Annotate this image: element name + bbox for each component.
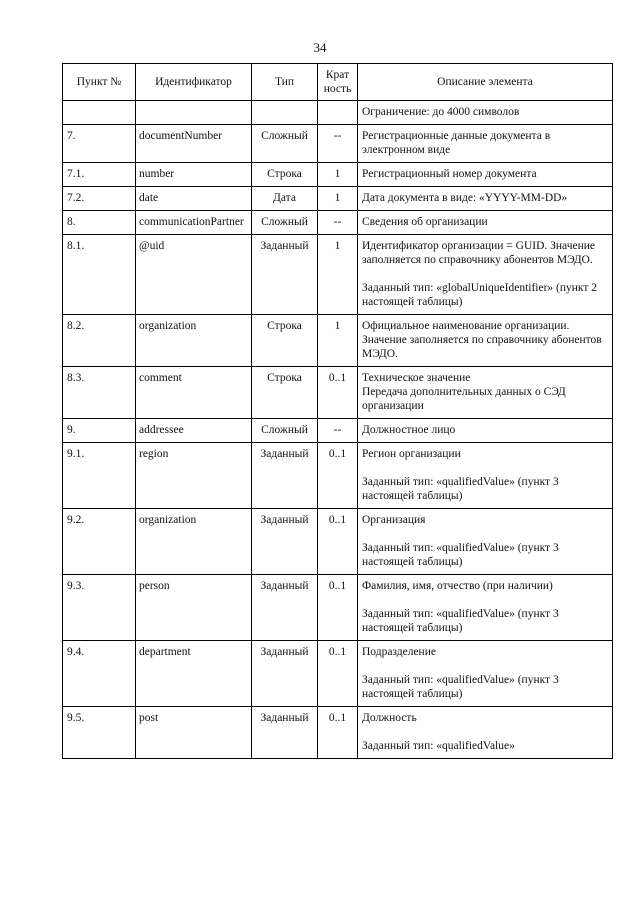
- header-num: Пункт №: [63, 64, 136, 101]
- cell-desc: Ограничение: до 4000 символов: [358, 101, 613, 125]
- desc-line: [362, 593, 608, 607]
- cell-id: number: [136, 163, 252, 187]
- cell-id: @uid: [136, 235, 252, 315]
- desc-line: [362, 461, 608, 475]
- cell-card: 1: [318, 315, 358, 367]
- cell-type: Дата: [252, 187, 318, 211]
- desc-line: [362, 267, 608, 281]
- desc-line: Техническое значение: [362, 372, 471, 384]
- cell-card: --: [318, 211, 358, 235]
- table-row: [63, 575, 613, 641]
- cell-card: 0..1: [318, 509, 358, 575]
- cell-card: 0..1: [318, 367, 358, 419]
- page-number: 34: [313, 40, 327, 55]
- cell-type: Заданный: [252, 707, 318, 759]
- table-row: [63, 211, 613, 235]
- desc-line: Сведения об организации: [362, 216, 488, 228]
- cell-num: 9.2.: [63, 509, 136, 575]
- desc-line: Заданный тип: «qualifiedValue» (пункт 3 настоящей таблицы): [362, 476, 559, 502]
- cell-num: 7.1.: [63, 163, 136, 187]
- table-row-limit: [63, 101, 613, 125]
- desc-line: Заданный тип: «qualifiedValue» (пункт 3 настоящей таблицы): [362, 542, 559, 568]
- cell-id: communicationPartner: [136, 211, 252, 235]
- cell-id: organization: [136, 509, 252, 575]
- cell-num: 9.4.: [63, 641, 136, 707]
- cell-card: 1: [318, 187, 358, 211]
- desc-line: Заданный тип: «globalUniqueIdentifier» (пункт 2 настоящей таблицы): [362, 282, 598, 308]
- cell-card: 1: [318, 235, 358, 315]
- cell-num: 8.3.: [63, 367, 136, 419]
- cell-id: documentNumber: [136, 125, 252, 163]
- cell-num: 9.3.: [63, 575, 136, 641]
- cell-card: --: [318, 419, 358, 443]
- cell-type: Заданный: [252, 575, 318, 641]
- cell-desc: [358, 641, 613, 707]
- desc-line: Регистрационный номер документа: [362, 168, 537, 180]
- cell-desc: [358, 315, 613, 367]
- cell-id: region: [136, 443, 252, 509]
- cell-desc: [358, 187, 613, 211]
- header-card: Крат ность: [318, 64, 358, 101]
- desc-line: Должностное лицо: [362, 424, 456, 436]
- cell-num: [63, 101, 136, 125]
- table-row: [63, 315, 613, 367]
- cell-type: Сложный: [252, 211, 318, 235]
- desc-line: Заданный тип: «qualifiedValue» (пункт 3 настоящей таблицы): [362, 608, 559, 634]
- desc-line: Регион организации: [362, 448, 461, 460]
- table-row: [63, 707, 613, 759]
- cell-id: department: [136, 641, 252, 707]
- cell-num: 7.: [63, 125, 136, 163]
- desc-line: Дата документа в виде: «YYYY-MM-DD»: [362, 192, 568, 204]
- desc-line: [362, 725, 608, 739]
- table-row: [63, 419, 613, 443]
- cell-type: Заданный: [252, 443, 318, 509]
- desc-line: Должность: [362, 712, 417, 724]
- cell-card: [318, 101, 358, 125]
- cell-type: Строка: [252, 367, 318, 419]
- desc-line: [362, 527, 608, 541]
- cell-num: 9.1.: [63, 443, 136, 509]
- table-row: [63, 367, 613, 419]
- header-type: Тип: [252, 64, 318, 101]
- cell-desc: [358, 443, 613, 509]
- desc-line: Организация: [362, 514, 426, 526]
- cell-id: addressee: [136, 419, 252, 443]
- table-header-row: [63, 64, 613, 101]
- desc-line: Фамилия, имя, отчество (при наличии): [362, 580, 553, 592]
- cell-type: Строка: [252, 163, 318, 187]
- desc-line: Идентификатор организации = GUID. Значение заполняется по справочнику абонентов МЭДО.: [362, 240, 595, 266]
- cell-id: organization: [136, 315, 252, 367]
- cell-type: Заданный: [252, 509, 318, 575]
- table-row: [63, 509, 613, 575]
- desc-line: Передача дополнительных данных о СЭД организации: [362, 386, 566, 412]
- cell-id: post: [136, 707, 252, 759]
- cell-num: 9.: [63, 419, 136, 443]
- cell-desc: [358, 575, 613, 641]
- cell-type: Сложный: [252, 419, 318, 443]
- cell-type: Заданный: [252, 641, 318, 707]
- cell-num: 8.1.: [63, 235, 136, 315]
- cell-desc: [358, 211, 613, 235]
- table-row: [63, 235, 613, 315]
- cell-card: 0..1: [318, 443, 358, 509]
- table-row: [63, 125, 613, 163]
- cell-desc: [358, 419, 613, 443]
- desc-line: Подразделение: [362, 646, 436, 658]
- header-desc: Описание элемента: [358, 64, 613, 101]
- cell-num: 8.2.: [63, 315, 136, 367]
- desc-line: Официальное наименование организации. Значение заполняется по справочнику абонентов МЭДО.: [362, 320, 602, 360]
- table-row: [63, 641, 613, 707]
- cell-num: 7.2.: [63, 187, 136, 211]
- cell-card: 0..1: [318, 575, 358, 641]
- desc-line: Заданный тип: «qualifiedValue»: [362, 740, 515, 752]
- desc-line: Регистрационные данные документа в электронном виде: [362, 130, 551, 156]
- cell-card: 0..1: [318, 641, 358, 707]
- cell-id: [136, 101, 252, 125]
- cell-card: 0..1: [318, 707, 358, 759]
- desc-line: [362, 659, 608, 673]
- cell-type: Заданный: [252, 235, 318, 315]
- cell-id: person: [136, 575, 252, 641]
- cell-desc: [358, 367, 613, 419]
- cell-num: 9.5.: [63, 707, 136, 759]
- cell-card: 1: [318, 163, 358, 187]
- cell-desc: [358, 125, 613, 163]
- cell-type: Строка: [252, 315, 318, 367]
- cell-type: Сложный: [252, 125, 318, 163]
- desc-line: Заданный тип: «qualifiedValue» (пункт 3 настоящей таблицы): [362, 674, 559, 700]
- cell-desc: [358, 235, 613, 315]
- spec-table: [62, 63, 613, 759]
- cell-id: comment: [136, 367, 252, 419]
- cell-card: --: [318, 125, 358, 163]
- table-row: [63, 163, 613, 187]
- cell-id: date: [136, 187, 252, 211]
- header-id: Идентификатор: [136, 64, 252, 101]
- cell-desc: [358, 163, 613, 187]
- table-body: [63, 101, 613, 759]
- cell-num: 8.: [63, 211, 136, 235]
- table-row: [63, 187, 613, 211]
- cell-desc: [358, 509, 613, 575]
- cell-desc: [358, 707, 613, 759]
- cell-type: [252, 101, 318, 125]
- table-row: [63, 443, 613, 509]
